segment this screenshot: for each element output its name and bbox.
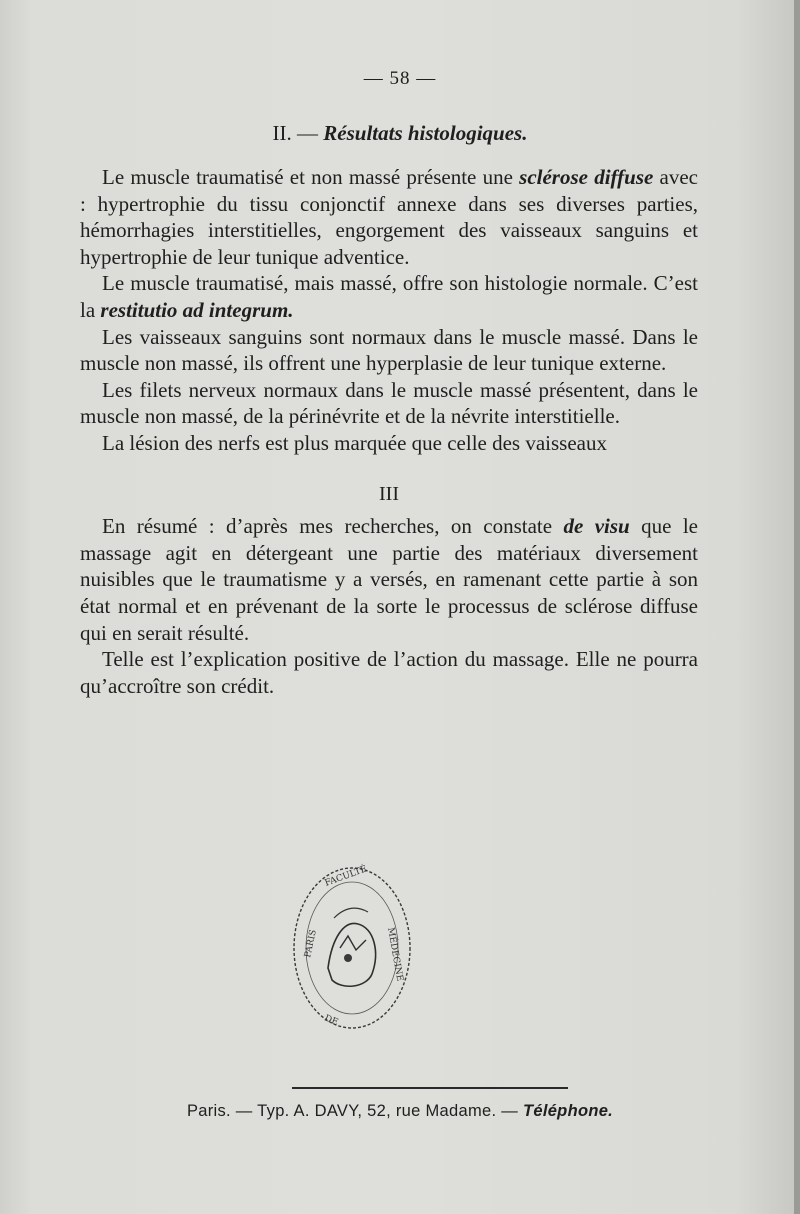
italic-term: restitutio ad integrum. <box>100 297 294 322</box>
paragraph-explication: Telle est l’explication positive de l’action du massage. Elle ne pourra qu’accroître son crédit. <box>80 647 698 698</box>
paragraph-restitutio <box>80 270 698 323</box>
paragraph-text: Le muscle traumatisé et non massé présente une <box>102 165 520 189</box>
page-edge-shadow <box>794 0 800 1214</box>
imprint-telephone: Téléphone. <box>522 1102 614 1120</box>
imprint-text: Paris. — Typ. A. DAVY, 52, rue Madame. — <box>186 1102 523 1120</box>
italic-term: sclérose diffuse <box>519 165 654 189</box>
paragraph-lesion: La lésion des nerfs est plus marquée que celle des vaisseaux <box>102 430 607 455</box>
paragraph-resume <box>80 513 698 646</box>
paragraph-sclerose <box>80 164 698 270</box>
svg-text:FACULTÉ: FACULTÉ <box>323 864 369 889</box>
italic-term: de visu <box>563 514 630 539</box>
svg-text:MÉDECINE: MÉDECINE <box>385 926 405 983</box>
section-title-text: Résultats histologiques. <box>323 121 528 145</box>
svg-text:DE: DE <box>322 1013 340 1028</box>
body-text <box>80 164 698 699</box>
subsection-number: III <box>379 482 399 505</box>
svg-text:PARIS: PARIS <box>303 928 319 959</box>
page-number: — 58 — <box>363 68 437 89</box>
section-numeral: II. — <box>272 121 319 145</box>
paragraph-text: Le muscle traumatisé, mais massé, offre son histologie normale. C’est la <box>80 271 698 322</box>
section-title <box>0 121 800 146</box>
paragraph-vaisseaux: Les vaisseaux sanguins sont normaux dans le muscle massé. Dans le muscle non massé, ils offrent une hyperplasie de leur tunique externe. <box>80 324 698 376</box>
printer-imprint <box>0 1102 800 1121</box>
paragraph-text: avec : hypertrophie du tissu conjonctif annexe dans ses diverses parties, hémorrhagies interstitielles, engorgement des vaisseaux sanguins et hypertrophie de leur tunique adventice. <box>80 165 698 269</box>
paragraph-nerfs: Les filets nerveux normaux dans le muscle massé présentent, dans le muscle non massé, de la périnévrite et de la névrite interstitielle. <box>80 377 698 429</box>
library-stamp-icon <box>284 858 420 1038</box>
imprint-divider <box>292 1087 568 1089</box>
paragraph-text: En résumé : d’après mes recherches, on constate <box>102 514 564 539</box>
paragraph-text: que le massage agit en détergeant une partie des matériaux diversement nuisibles que le traumatisme y a versés, en ramenant cette partie à son état normal et en prévenant de la sorte le processus de sclérose diffuse qui en serait résulté. <box>80 514 699 645</box>
